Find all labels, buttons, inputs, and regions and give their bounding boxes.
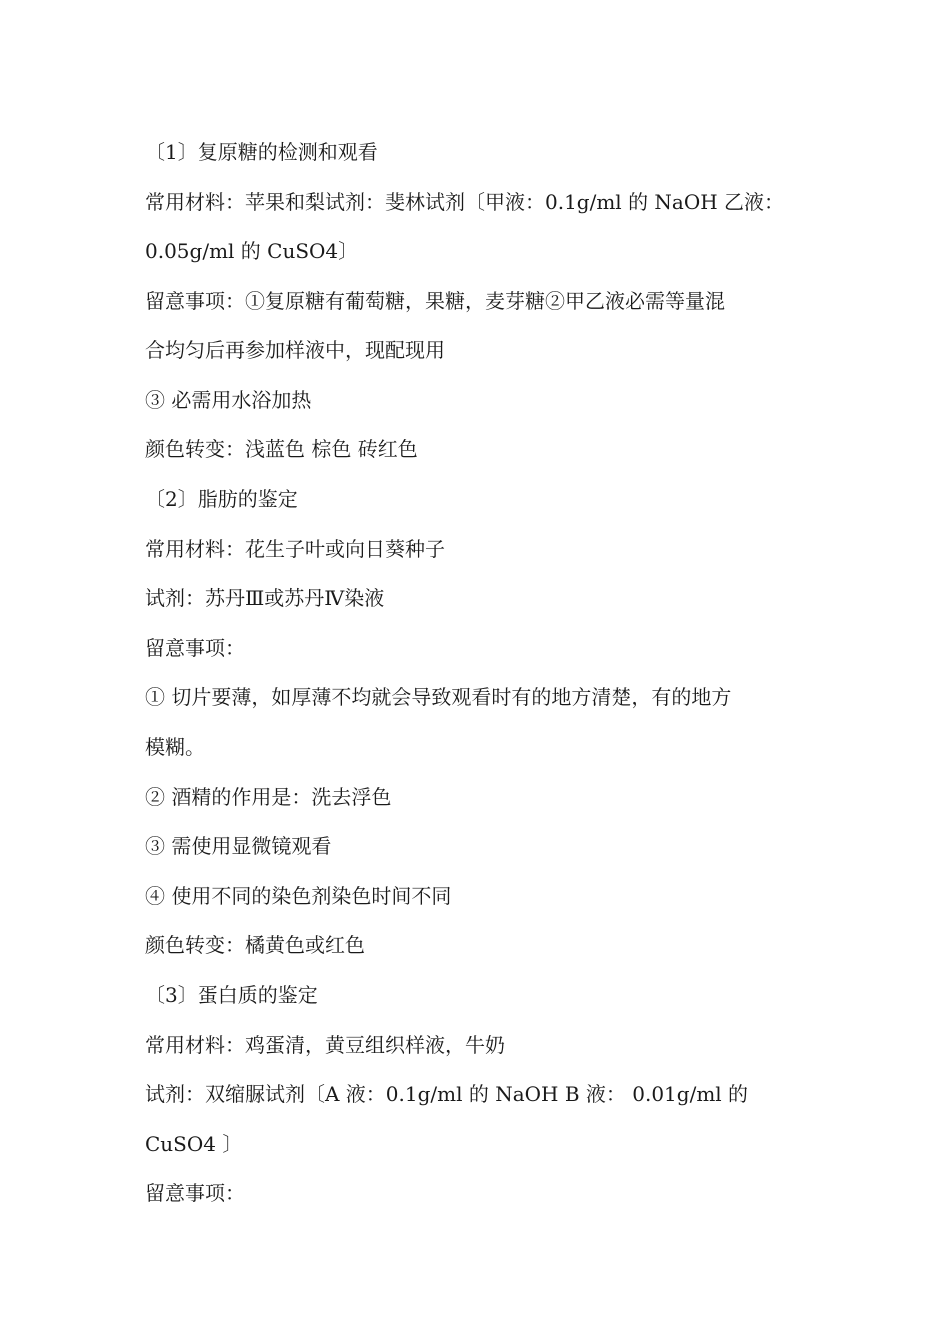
text-line: 合均匀后再参加样液中，现配现用: [145, 338, 445, 362]
text-line: 试剂：苏丹Ⅲ或苏丹Ⅳ染液: [145, 586, 385, 610]
section-3-heading: 〔3〕蛋白质的鉴定: [145, 983, 318, 1007]
text-line: 0.05g/ml 的 CuSO4〕: [145, 239, 359, 263]
text-line: 常用材料：花生子叶或向日葵种子: [145, 537, 445, 561]
text-line: 颜色转变：浅蓝色 棕色 砖红色: [145, 437, 418, 461]
text-line: 颜色转变：橘黄色或红色: [145, 933, 365, 957]
text-line: 留意事项：①复原糖有葡萄糖，果糖，麦芽糖②甲乙液必需等量混: [145, 289, 725, 313]
text-line: CuSO4 〕: [145, 1132, 243, 1156]
text-line: 留意事项：: [145, 636, 245, 660]
text-line: ② 酒精的作用是：洗去浮色: [145, 785, 392, 809]
section-1-heading: 〔1〕复原糖的检测和观看: [145, 140, 378, 164]
section-2-heading: 〔2〕脂肪的鉴定: [145, 487, 298, 511]
text-line: ③ 必需用水浴加热: [145, 388, 312, 412]
text-line: ① 切片要薄，如厚薄不均就会导致观看时有的地方清楚，有的地方: [145, 685, 732, 709]
text-line: 常用材料：苹果和梨试剂：斐林试剂〔甲液：0.1g/ml 的 NaOH 乙液：: [145, 190, 785, 214]
text-line: ③ 需使用显微镜观看: [145, 834, 332, 858]
text-line: 常用材料：鸡蛋清，黄豆组织样液，牛奶: [145, 1033, 505, 1057]
text-line: 模糊。: [145, 735, 205, 759]
text-line: 留意事项：: [145, 1181, 245, 1205]
text-line: 试剂：双缩脲试剂〔A 液：0.1g/ml 的 NaOH B 液： 0.01g/ml 的: [145, 1082, 749, 1106]
text-line: ④ 使用不同的染色剂染色时间不同: [145, 884, 452, 908]
